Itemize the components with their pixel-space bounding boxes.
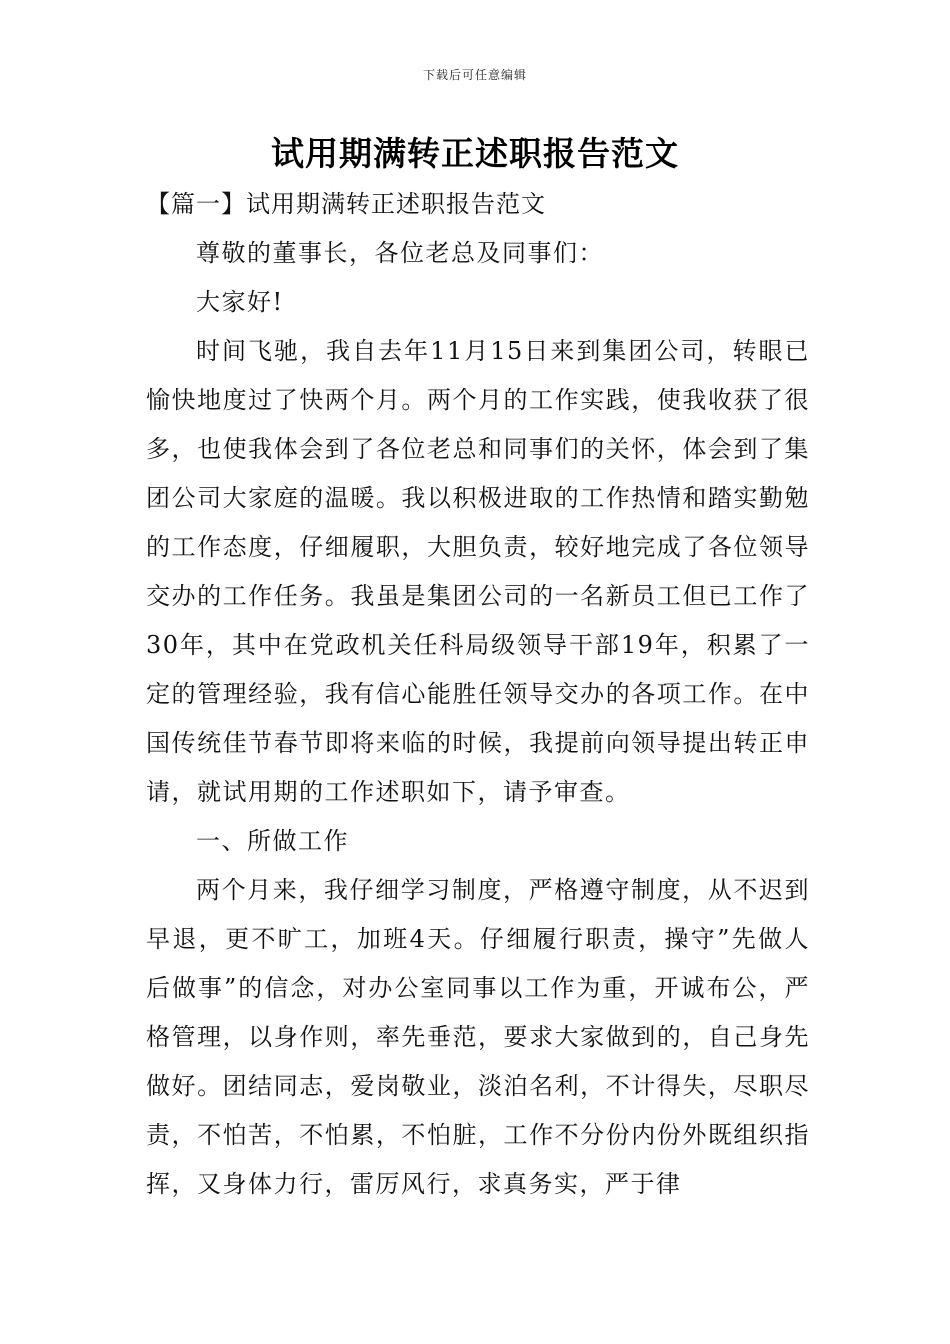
subheading-1: 一、所做工作 xyxy=(196,827,349,855)
section-heading: 【篇一】试用期满转正述职报告范文 xyxy=(146,190,546,218)
header-note: 下载后可任意编辑 xyxy=(422,68,527,82)
greeting: 大家好! xyxy=(196,288,284,316)
document-title: 试用期满转正述职报告范文 xyxy=(271,134,679,173)
document-body xyxy=(146,180,810,1209)
salutation: 尊敬的董事长，各位老总及同事们： xyxy=(196,239,604,267)
paragraph-1: 时间飞驰，我自去年11月15日来到集团公司，转眼已愉快地度过了快两个月。两个月的工作实践，使我收获了很多，也使我体会到了各位老总和同事们的关怀，体会到了集团公司大家庭的温暖。我以积极进取的工作热情和踏实勤勉的工作态度，仔细履职，大胆负责，较好地完成了各位领导交办的工作任务。我虽是集团公司的一名新员工但已工作了30年，其中在党政机关任科局级领导干部19年，积累了一定的管理经验，我有信心能胜任领导交办的各项工作。在中国传统佳节春节即将来临的时候，我提前向领导提出转正申请，就试用期的工作述职如下，请予审查。 xyxy=(146,337,810,806)
paragraph-2: 两个月来，我仔细学习制度，严格遵守制度，从不迟到早退，更不旷工，加班4天。仔细履行职责，操守”先做人后做事”的信念，对办公室同事以工作为重，开诚布公，严格管理，以身作则，率先垂范，要求大家做到的，自己身先做好。团结同志，爱岗敬业，淡泊名利，不计得失，尽职尽责，不怕苦，不怕累，不怕脏，工作不分份内份外既组织指挥，又身体力行，雷厉风行，求真务实，严于律 xyxy=(146,876,810,1198)
